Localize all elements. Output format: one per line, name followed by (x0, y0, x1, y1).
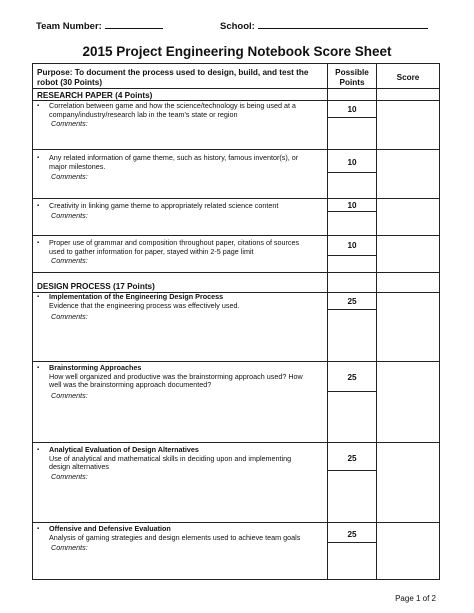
criterion-research-correlation (37, 102, 327, 119)
team-number-blank[interactable] (105, 20, 163, 29)
bullet-icon: ▪ (37, 155, 40, 161)
row-divider (33, 272, 439, 273)
page-number: Page 1 of 2 (395, 594, 436, 603)
comments-label: Comments: (51, 172, 88, 181)
bullet-icon: ▪ (37, 526, 40, 532)
criterion-design-offensive-defensive (37, 525, 327, 542)
criterion-research-grammar (37, 239, 327, 256)
points-value: 25 (347, 373, 357, 382)
team-number-label: Team Number: (36, 21, 102, 32)
points-value: 10 (347, 105, 357, 114)
criterion-text: Correlation between game and how the science/technology is being used at a (49, 101, 296, 110)
column-divider-points (327, 64, 328, 579)
points-value: 25 (347, 454, 357, 463)
section-title-research: RESEARCH PAPER (4 Points) (37, 91, 153, 100)
criterion-text: Creativity in linking game theme to appropriately related science content (49, 201, 279, 210)
criterion-text: well was the brainstorming approach documented? (49, 380, 212, 390)
possible-header-line1: Possible (335, 68, 369, 77)
criterion-text: major milestones. (49, 161, 106, 171)
points-value: 10 (347, 201, 357, 210)
comments-label: Comments: (51, 543, 88, 552)
row-divider (33, 198, 439, 199)
comments-label: Comments: (51, 256, 88, 265)
row-divider (33, 522, 439, 523)
column-divider-score (376, 64, 377, 579)
points-divider (327, 172, 377, 173)
page-title: 2015 Project Engineering Notebook Score Sheet (82, 44, 392, 59)
score-sheet-table (32, 63, 440, 580)
school-blank[interactable] (258, 20, 428, 29)
criterion-heading: Offensive and Defensive Evaluation (49, 524, 171, 533)
criterion-text: used to gather information for paper, stayed within 2-5 page limit (49, 246, 254, 256)
points-value: 10 (347, 158, 357, 167)
points-divider (327, 391, 377, 392)
criterion-text: Any related information of game theme, such as history, famous inventor(s), or (49, 153, 299, 162)
bullet-icon: ▪ (37, 203, 40, 209)
score-header: Score (396, 73, 420, 82)
criterion-text: Use of analytical and mathematical skills in deciding upon and implementing (49, 453, 292, 463)
comments-label: Comments: (51, 391, 88, 400)
header-fields (36, 20, 438, 36)
points-divider (327, 211, 377, 212)
points-value: 10 (347, 241, 357, 250)
points-divider (327, 542, 377, 543)
bullet-icon: ▪ (37, 447, 40, 453)
criterion-heading: Analytical Evaluation of Design Alternatives (49, 445, 199, 454)
section-title-design: DESIGN PROCESS (17 Points) (37, 282, 155, 291)
possible-points-header (329, 68, 375, 88)
points-divider (327, 309, 377, 310)
points-divider (327, 470, 377, 471)
row-divider (33, 235, 439, 236)
comments-label: Comments: (51, 119, 88, 128)
comments-label: Comments: (51, 211, 88, 220)
bullet-icon: ▪ (37, 240, 40, 246)
row-divider (33, 361, 439, 362)
criterion-text: design alternatives (49, 462, 109, 472)
criterion-text: Analysis of gaming strategies and design elements used to achieve team goals (49, 532, 301, 542)
bullet-icon: ▪ (37, 103, 40, 109)
comments-label: Comments: (51, 472, 88, 481)
purpose-header: Purpose: To document the process used to design, build, and test the robot (30 Points) (37, 68, 309, 87)
team-number-field (36, 20, 163, 32)
possible-header-line2: Points (339, 78, 365, 87)
criterion-text: company/industry/research lab in the team’s state or region (49, 109, 238, 119)
points-value: 25 (347, 530, 357, 539)
criterion-design-implementation (37, 293, 327, 310)
header-divider (33, 88, 439, 89)
points-divider (327, 255, 377, 256)
school-field (220, 20, 428, 32)
criterion-text: Proper use of grammar and composition throughout paper, citations of sources (49, 238, 300, 247)
criterion-research-creativity (37, 202, 327, 211)
criterion-design-analytical (37, 446, 327, 472)
criterion-heading: Implementation of the Engineering Design Process (49, 292, 224, 301)
criterion-text: How well organized and productive was the brainstorming approach used? How (49, 371, 303, 381)
criterion-text: Evidence that the engineering process was effectively used. (49, 300, 240, 310)
bullet-icon: ▪ (37, 294, 40, 300)
points-value: 25 (347, 297, 357, 306)
school-label: School: (220, 21, 255, 32)
row-divider (33, 442, 439, 443)
comments-label: Comments: (51, 312, 88, 321)
row-divider (33, 149, 439, 150)
criterion-research-related-info (37, 154, 327, 171)
criterion-heading: Brainstorming Approaches (49, 363, 142, 372)
points-divider (327, 117, 377, 118)
bullet-icon: ▪ (37, 365, 40, 371)
criterion-design-brainstorming (37, 364, 327, 390)
